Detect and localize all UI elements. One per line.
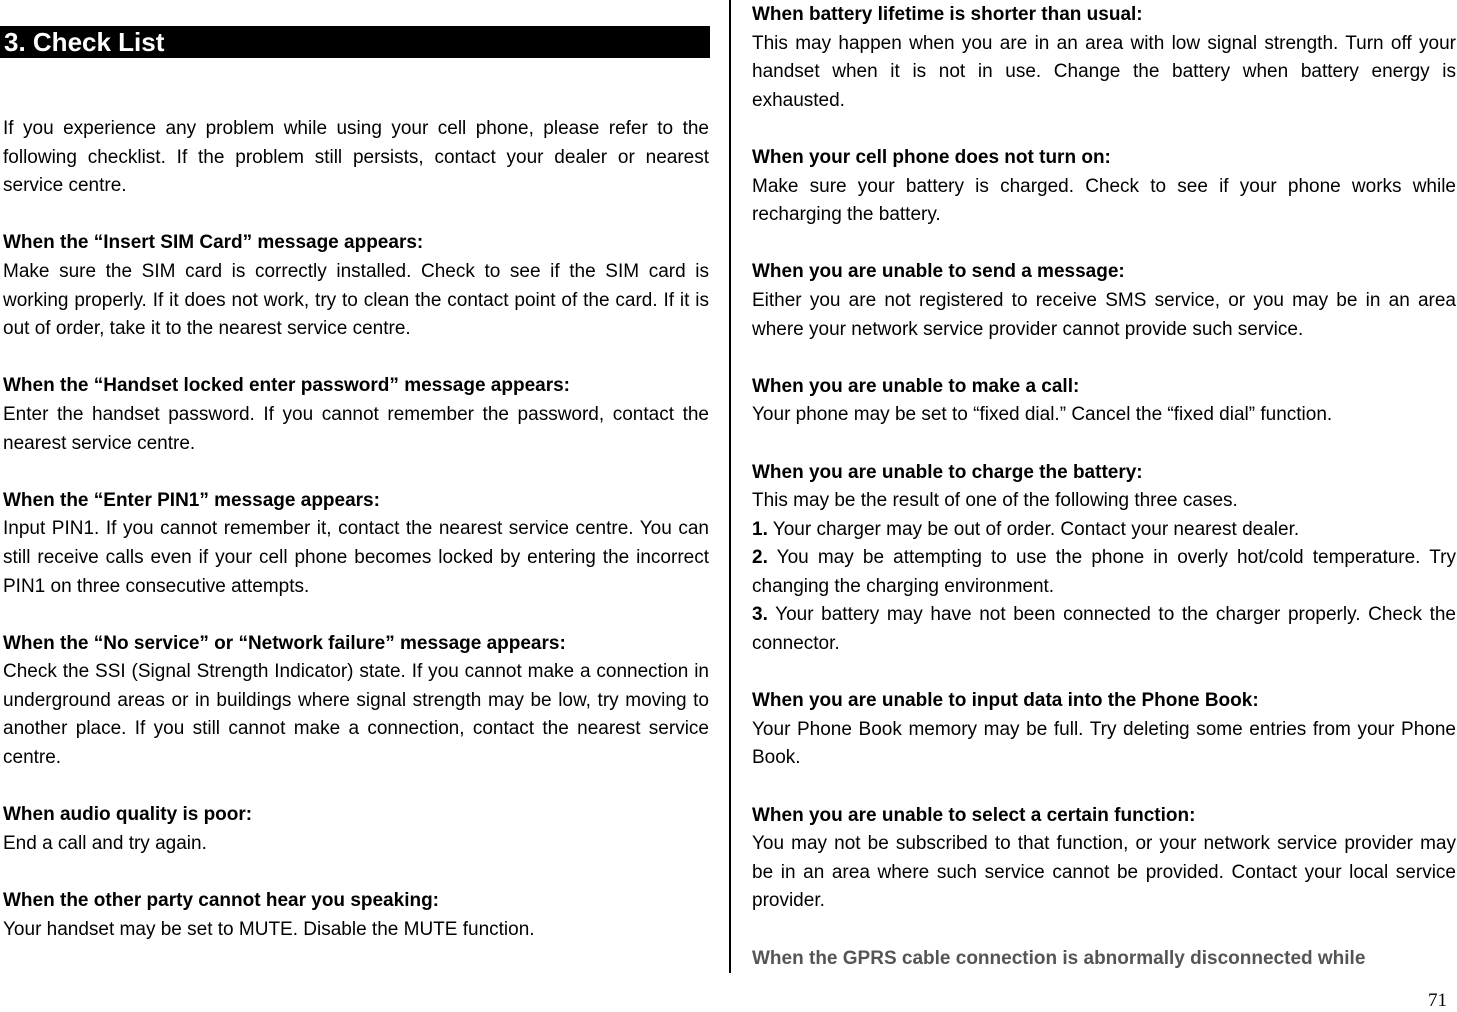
item-body-make-call: Your phone may be set to “fixed dial.” Cancel the “fixed dial” function.	[752, 404, 1333, 426]
item-body-pin1: Input PIN1. If you cannot remember it, contact the nearest service centre. You can still receive calls even if your cell phone becomes locked by entering the incorrect PIN1 on three consecutive attempts.	[3, 518, 709, 597]
item-heading-send-message: When you are unable to send a message:	[752, 261, 1125, 283]
item-body-battery-lifetime: This may happen when you are in an area with low signal strength. Turn off your handset when it is not in use. Change the battery when battery energy is exhausted.	[752, 32, 1456, 111]
case-number: 2.	[752, 547, 768, 569]
item-heading-mute: When the other party cannot hear you speaking:	[3, 890, 440, 912]
case-text: You may be attempting to use the phone in overly hot/cold temperature. Try changing the charging environment.	[752, 547, 1456, 597]
item-heading-select-function: When you are unable to select a certain function:	[752, 804, 1196, 826]
item-body-handset-locked: Enter the handset password. If you cannot remember the password, contact the nearest service centre.	[3, 403, 709, 454]
page-number: 71	[1428, 990, 1447, 1011]
case-text: Your charger may be out of order. Contact your nearest dealer.	[772, 518, 1300, 540]
item-heading-handset-locked: When the “Handset locked enter password” message appears:	[3, 375, 571, 397]
item-heading-gprs: When the GPRS cable connection is abnormally disconnected while	[752, 947, 1366, 969]
item-body-sim: Make sure the SIM card is correctly installed. Check to see if the SIM card is working properly. If it does not work, try to clean the contact point of the card. If it is out of order, take it to the nearest service centre.	[3, 260, 709, 340]
item-body-no-service: Check the SSI (Signal Strength Indicator) state. If you cannot make a connection in underground areas or in buildings where signal strength may be low, try moving to another place. If you still cannot make a connection, contact the nearest service centre.	[3, 661, 709, 769]
charge-case-2	[752, 544, 1456, 601]
column-divider	[729, 0, 731, 973]
item-body-phone-book: Your Phone Book memory may be full. Try deleting some entries from your Phone Book.	[752, 718, 1456, 769]
item-heading-no-power-on: When your cell phone does not turn on:	[752, 146, 1111, 168]
item-heading-pin1: When the “Enter PIN1” message appears:	[3, 489, 380, 511]
section-title: 3. Check List	[0, 26, 710, 58]
item-heading-make-call: When you are unable to make a call:	[752, 375, 1080, 397]
item-body-mute: Your handset may be set to MUTE. Disable the MUTE function.	[3, 918, 535, 940]
case-text: Your battery may have not been connected to the charger properly. Check the connector.	[752, 604, 1456, 655]
item-heading-phone-book: When you are unable to input data into the Phone Book:	[752, 690, 1259, 712]
item-body-audio: End a call and try again.	[3, 832, 207, 854]
item-body-no-power-on: Make sure your battery is charged. Check to see if your phone works while recharging the battery.	[752, 175, 1456, 226]
charge-case-3	[752, 601, 1456, 658]
left-column	[3, 115, 709, 944]
intro-paragraph: If you experience any problem while using your cell phone, please refer to the following checklist. If the problem still persists, contact your dealer or nearest service centre.	[3, 118, 709, 197]
item-body-send-message: Either you are not registered to receive SMS service, or you may be in an area where your network service provider cannot provide such service.	[752, 289, 1456, 340]
item-heading-charge: When you are unable to charge the battery:	[752, 461, 1143, 483]
case-number: 1.	[752, 518, 768, 540]
item-heading-battery-lifetime: When battery lifetime is shorter than usual:	[752, 4, 1143, 25]
item-body-select-function: You may not be subscribed to that function, or your network service provider may be in an area where such service cannot be provided. Contact your local service provider.	[752, 833, 1456, 912]
item-heading-sim: When the “Insert SIM Card” message appears:	[3, 232, 424, 254]
right-column	[752, 1, 1456, 973]
charge-case-1	[752, 516, 1456, 545]
item-heading-no-service: When the “No service” or “Network failure” message appears:	[3, 632, 566, 654]
item-heading-audio: When audio quality is poor:	[3, 804, 253, 826]
case-number: 3.	[752, 604, 768, 626]
item-body-charge-intro: This may be the result of one of the following three cases.	[752, 490, 1238, 512]
